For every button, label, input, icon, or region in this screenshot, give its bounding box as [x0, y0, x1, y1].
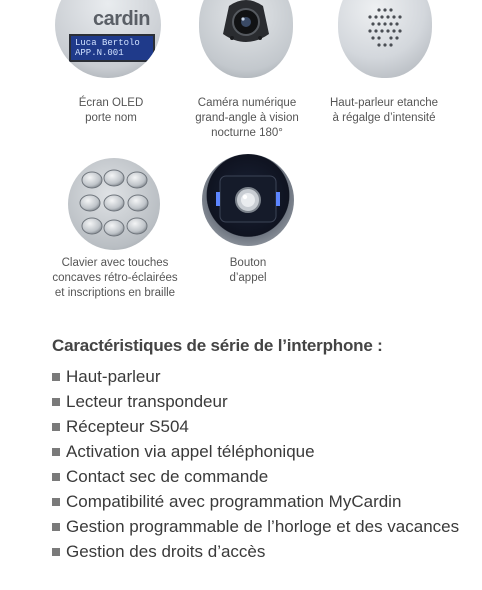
list-item	[52, 464, 459, 489]
camera-icon	[199, 0, 293, 78]
caption-line: concaves rétro-éclairées	[52, 272, 178, 284]
bullet-square-icon	[52, 523, 60, 531]
caption-line: nocturne 180°	[211, 127, 283, 139]
bullet-square-icon	[52, 423, 60, 431]
list-item-label: Compatibilité avec programmation MyCardin	[66, 492, 402, 511]
speaker-thumbnail	[338, 0, 432, 78]
bullet-square-icon	[52, 498, 60, 506]
camera-thumbnail	[199, 0, 293, 78]
list-item-label: Haut-parleur	[66, 367, 161, 386]
speaker-grille-icon	[338, 0, 432, 78]
list-item	[52, 389, 459, 414]
caption-line: à régalge d’intensité	[332, 112, 436, 124]
caption-line: Caméra numérique	[197, 97, 297, 109]
keypad-caption	[50, 256, 180, 301]
list-item-label: Récepteur S504	[66, 417, 189, 436]
caption-line: grand-angle à vision	[195, 112, 299, 124]
caption-line: Bouton	[229, 257, 267, 269]
list-item-label: Activation via appel téléphonique	[66, 442, 315, 461]
list-item-label: Gestion des droits d’accès	[66, 542, 266, 561]
oled-screen-icon	[69, 34, 155, 62]
bullet-square-icon	[52, 448, 60, 456]
list-item	[52, 414, 459, 439]
list-item-label: Lecteur transpondeur	[66, 392, 228, 411]
list-item-label: Gestion programmable de l’horloge et des vacances	[66, 517, 460, 536]
caption-line: Haut-parleur etanche	[329, 97, 439, 109]
call-button-icon	[202, 154, 294, 246]
list-item	[52, 489, 459, 514]
list-item	[52, 514, 459, 539]
list-item	[52, 539, 459, 564]
caption-line: d’appel	[229, 272, 267, 284]
oled-screen-line-2: APP.N.001	[75, 48, 124, 58]
caption-line: et inscriptions en braille	[54, 287, 176, 299]
oled-screen-caption	[58, 96, 164, 126]
cardin-logo: cardin	[93, 8, 151, 30]
keypad-icon	[68, 158, 160, 250]
list-item	[52, 439, 459, 464]
call-button-caption	[200, 256, 296, 286]
camera-caption	[188, 96, 306, 141]
call-button-thumbnail	[202, 154, 294, 246]
caption-line: Écran OLED	[78, 97, 144, 109]
oled-screen-line-1: Luca Bertolo	[75, 38, 140, 48]
caption-line: Clavier avec touches	[61, 257, 169, 269]
list-item	[52, 364, 459, 389]
bullet-square-icon	[52, 398, 60, 406]
bullet-square-icon	[52, 373, 60, 381]
oled-screen-thumbnail	[55, 0, 161, 78]
speaker-caption	[322, 96, 446, 126]
bullet-square-icon	[52, 473, 60, 481]
keypad-thumbnail	[68, 158, 160, 250]
caption-line: porte nom	[85, 112, 137, 124]
specs-heading: Caractéristiques de série de l’interphone :	[52, 336, 383, 355]
specs-list	[52, 364, 459, 564]
bullet-square-icon	[52, 548, 60, 556]
list-item-label: Contact sec de commande	[66, 467, 269, 486]
